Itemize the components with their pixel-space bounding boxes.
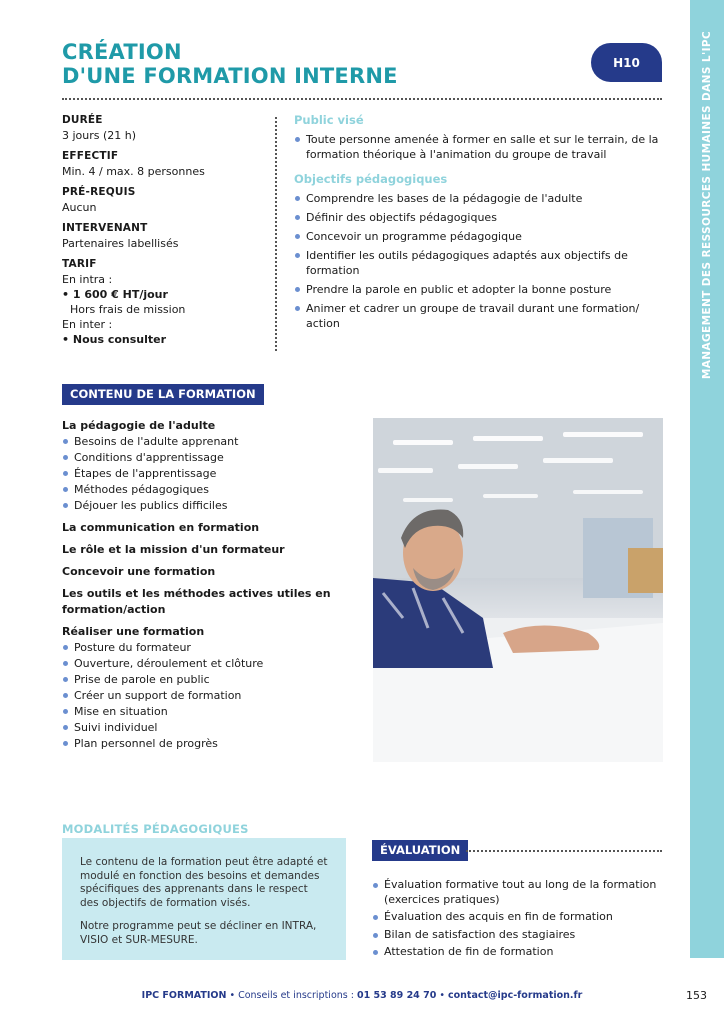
footer [0, 990, 724, 1001]
list-item: Déjouer les publics difficiles [62, 498, 342, 514]
footer-brand: IPC FORMATION [141, 990, 227, 1001]
list-item: Suivi individuel [62, 720, 342, 736]
list-item: Créer un support de formation [62, 688, 342, 704]
title-line-2: D'UNE FORMATION INTERNE [62, 64, 398, 88]
effectif-label: EFFECTIF [62, 150, 119, 162]
list-item: Définir des objectifs pédagogiques [294, 210, 674, 225]
trainer-photo [373, 418, 663, 762]
intra-note: Hors frais de mission [70, 303, 186, 316]
photo-illustration [373, 418, 663, 762]
list-item: Méthodes pédagogiques [62, 482, 342, 498]
list-item: Comprendre les bases de la pédagogie de l'adulte [294, 191, 674, 206]
list-item: Posture du formateur [62, 640, 342, 656]
effectif-value: Min. 4 / max. 8 personnes [62, 165, 205, 178]
content-section-label: CONTENU DE LA FORMATION [62, 384, 264, 405]
list-item: Bilan de satisfaction des stagiaires [372, 928, 672, 943]
header-divider [62, 98, 662, 100]
intervenant-block [62, 221, 272, 251]
column-divider [275, 117, 277, 351]
modalites-box [62, 838, 346, 960]
list-item: Évaluation formative tout au long de la formation (exercices pratiques) [372, 878, 672, 907]
list-item: Animer et cadrer un groupe de travail durant une formation/ action [294, 301, 674, 331]
tarif-label: TARIF [62, 258, 97, 270]
intervenant-label: INTERVENANT [62, 222, 148, 234]
list-item: Prise de parole en public [62, 672, 342, 688]
prerequis-label: PRÉ-REQUIS [62, 186, 136, 198]
content-column [62, 418, 342, 752]
content-section-title: Les outils et les méthodes actives utiles en formation/action [62, 587, 331, 616]
objectifs-heading: Objectifs pédagogiques [294, 172, 448, 186]
page-title [62, 40, 398, 88]
list-item: Plan personnel de progrès [62, 736, 342, 752]
public-heading: Public visé [294, 113, 364, 127]
prerequis-block [62, 185, 272, 215]
intra-label: En intra : [62, 273, 113, 286]
modalites-paragraph-1: Le contenu de la formation peut être adapté et modulé en fonction des besoins et demandes spécifiques des apprenants dans le respect des objectifs de formation visés. [80, 856, 328, 909]
objectifs-list [294, 191, 674, 331]
list-item: Concevoir un programme pédagogique [294, 229, 674, 244]
evaluation-section-label: ÉVALUATION [372, 840, 468, 861]
list-item: Besoins de l'adulte apprenant [62, 434, 342, 450]
list-item: Ouverture, déroulement et clôture [62, 656, 342, 672]
content-section-title: Concevoir une formation [62, 565, 216, 578]
course-code-badge: H10 [591, 43, 662, 82]
duree-label: DURÉE [62, 114, 103, 126]
prerequis-value: Aucun [62, 201, 97, 214]
objectives-column [294, 113, 674, 335]
evaluation-divider [466, 850, 662, 852]
footer-email[interactable]: contact@ipc-formation.fr [447, 990, 583, 1001]
modalites-paragraph-2: Notre programme peut se décliner en INTRA, VISIO et SUR-MESURE. [80, 920, 317, 946]
content-section-title: La pédagogie de l'adulte [62, 419, 216, 432]
list-item: Toute personne amenée à former en salle et sur le terrain, de la formation théorique à l'animation du groupe de travail [294, 132, 674, 162]
list-item: Mise en situation [62, 704, 342, 720]
intervenant-value: Partenaires labellisés [62, 237, 179, 250]
tarif-block [62, 257, 272, 347]
info-column [62, 113, 272, 353]
page-number: 153 [686, 989, 707, 1002]
evaluation-column [372, 878, 672, 963]
footer-middle: • Conseils et inscriptions : [226, 990, 357, 1001]
content-list [62, 434, 342, 514]
effectif-block [62, 149, 272, 179]
inter-value: • Nous consulter [62, 333, 167, 346]
footer-separator: • [436, 990, 448, 1001]
duree-block [62, 113, 272, 143]
content-section-title: La communication en formation [62, 521, 260, 534]
list-item: Étapes de l'apprentissage [62, 466, 342, 482]
public-list [294, 132, 674, 162]
content-section-title: Réaliser une formation [62, 625, 205, 638]
list-item: Évaluation des acquis en fin de formation [372, 910, 672, 925]
duree-value: 3 jours (21 h) [62, 129, 137, 142]
inter-label: En inter : [62, 318, 113, 331]
list-item: Prendre la parole en public et adopter la bonne posture [294, 282, 674, 297]
footer-phone[interactable]: 01 53 89 24 70 [356, 990, 437, 1001]
content-section-title: Le rôle et la mission d'un formateur [62, 543, 285, 556]
evaluation-list [372, 878, 672, 960]
list-item: Attestation de fin de formation [372, 945, 672, 960]
list-item: Identifier les outils pédagogiques adaptés aux objectifs de formation [294, 248, 674, 278]
content-list [62, 640, 342, 752]
intra-price: • 1 600 € HT/jour [62, 288, 168, 301]
title-line-1: CRÉATION [62, 40, 182, 64]
modalites-title: MODALITÉS PÉDAGOGIQUES [62, 822, 249, 836]
list-item: Conditions d'apprentissage [62, 450, 342, 466]
side-banner-text: MANAGEMENT DES RESSOURCES HUMAINES DANS L'IPC [701, 30, 713, 380]
